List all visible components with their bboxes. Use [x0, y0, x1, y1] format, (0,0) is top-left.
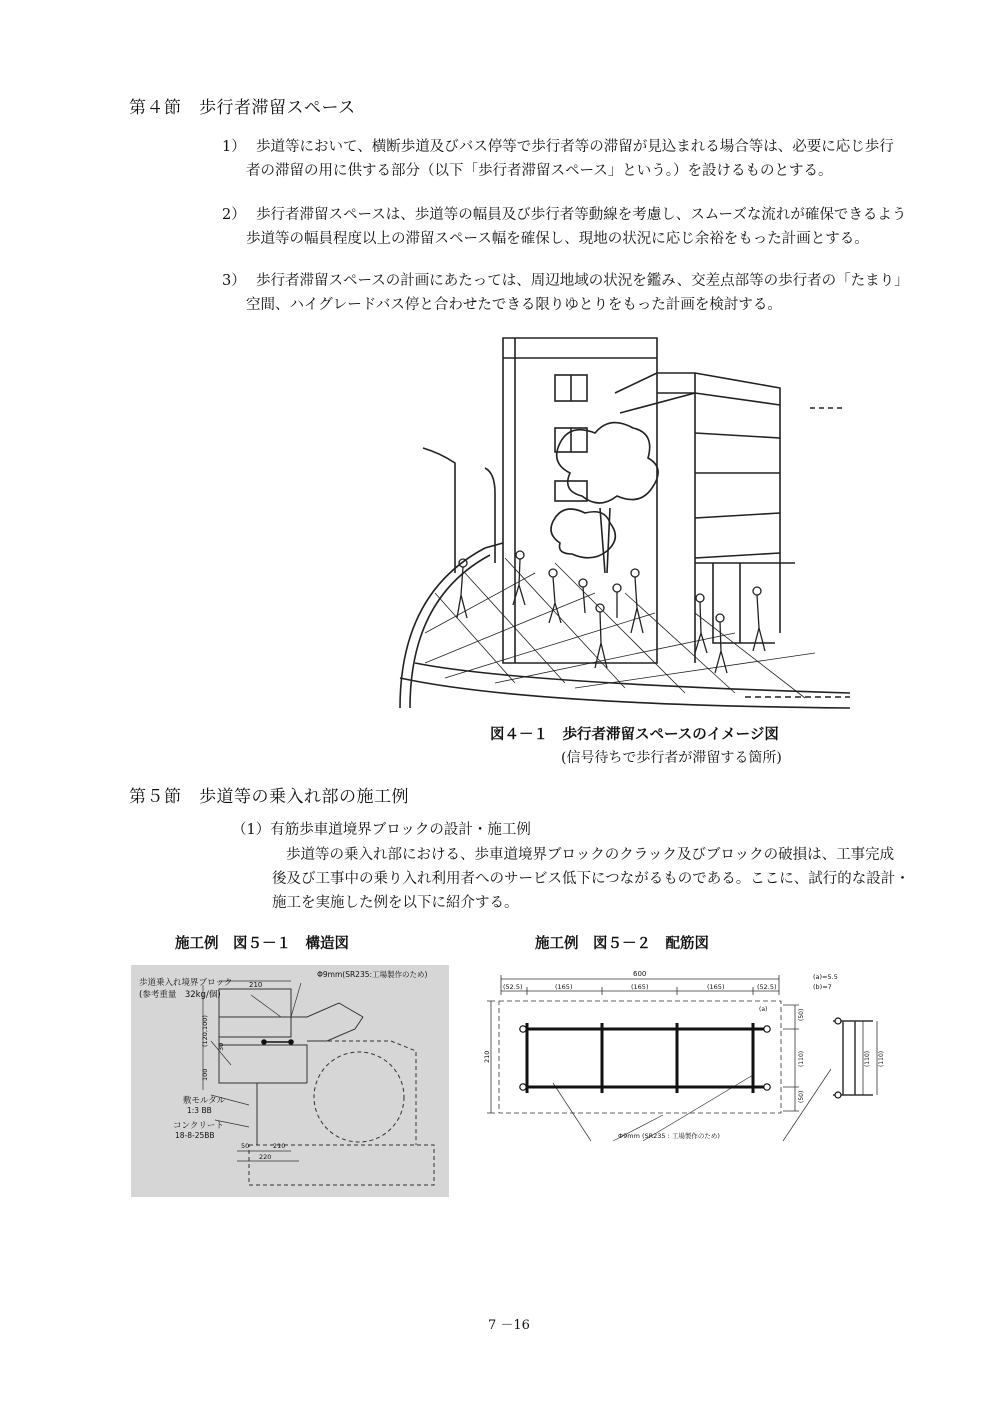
item-number: 3）: [222, 273, 246, 289]
body-line: 歩道等の乗入れ部における、歩車道境界ブロックのクラック及びブロックの破損は、工事完成: [286, 847, 895, 863]
structure-drawing: [131, 965, 449, 1197]
label-rebar: Φ9mm(SR235:工場製作のため): [317, 970, 428, 979]
note-a: (a)=5.5: [813, 973, 838, 981]
item-2: [222, 203, 922, 251]
dim-165-b: (165): [631, 983, 649, 991]
section-5-subheading: （1）有筋歩車道境界ブロックの設計・施工例: [232, 822, 531, 838]
dim-120: (120,100): [201, 1015, 209, 1047]
section-4-title: 第４節 歩行者滞留スペース: [129, 98, 356, 118]
dim-165-a: (165): [555, 983, 573, 991]
item-line: 歩道等において、横断歩道及びバス停等で歩行者等の滞留が見込まれる場合等は、必要に応じ歩行: [256, 139, 894, 155]
figure-4-1-caption: 図４－１ 歩行者滞留スペースのイメージ図: [490, 726, 779, 743]
label-block: 歩道乗入れ境界ブロック: [139, 978, 233, 988]
label-concrete: コンクリート: [173, 1121, 224, 1131]
body-line: 後及び工事中の乗り入れ利用者へのサービス低下につながるものである。ここに、試行的な設計・: [272, 871, 910, 887]
item-number: 1）: [222, 139, 246, 155]
label-mortar-mix: 1:3 BB: [187, 1106, 212, 1115]
label-weight: (参考重量 32kg/個): [139, 990, 221, 1000]
dim-50: 50: [241, 1142, 250, 1150]
item-1: [222, 135, 922, 183]
label-rebar-note: Φ9mm (SR235 : 工場製作のため): [618, 1132, 720, 1140]
dim-210-top: 210: [249, 981, 263, 989]
dim-52-5-left: (52.5): [503, 983, 523, 991]
dim-50-top: (50): [798, 1008, 805, 1021]
item-line: 空間、ハイグレードバス停と合わせたできる限りゆとりをもった計画を検討する。: [246, 297, 782, 313]
rebar-drawing: [483, 965, 903, 1150]
section-5-body: [272, 843, 932, 915]
item-line: 者の滞留の用に供する部分（以下「歩行者滞留スペース」という。）を設けるものとする。: [246, 163, 833, 179]
label-concrete-mix: 18-8-25BB: [175, 1131, 215, 1140]
dim-600: 600: [633, 970, 647, 978]
figure-4-1-subcaption: (信号待ちで歩行者が滞留する箇所): [561, 750, 782, 766]
dim-110: (110): [798, 1050, 805, 1067]
item-line: 歩行者滞留スペースの計画にあたっては、周辺地域の状況を鑑み、交差点部等の歩行者の「たまり」: [256, 273, 909, 289]
dim-110-side-a: (110): [864, 1050, 871, 1067]
dim-220: 220: [259, 1153, 272, 1161]
body-line: 施工を実施した例を以下に紹介する。: [272, 895, 519, 911]
dim-100: 100: [201, 1068, 209, 1081]
item-number: 2）: [222, 207, 246, 223]
page-number: 7 －16: [488, 1318, 530, 1333]
note-b: (b)=7: [813, 983, 832, 991]
section-5-title: 第５節 歩道等の乗入れ部の施工例: [129, 787, 409, 807]
dim-110-side-b: (110): [878, 1050, 885, 1067]
figure-5-2-title: 施工例 図５－２ 配筋図: [535, 935, 709, 952]
item-line: 歩道等の幅員程度以上の滞留スペース幅を確保し、現地の状況に応じ余裕をもった計画とする。: [246, 231, 869, 247]
dim-52-5-right: (52.5): [757, 983, 777, 991]
dim-30: 30: [217, 1042, 225, 1051]
mark-a: (a): [759, 1006, 768, 1013]
dim-165-c: (165): [707, 983, 725, 991]
figure-5-1-title: 施工例 図５－１ 構造図: [175, 935, 349, 952]
item-line: 歩行者滞留スペースは、歩道等の幅員及び歩行者等動線を考慮し、スムーズな流れが確保できるよう: [256, 207, 907, 223]
dim-210: 210: [483, 1050, 491, 1063]
label-mortar: 敷モルタル: [183, 1096, 226, 1106]
dim-50-bottom: (50): [798, 1090, 805, 1103]
pedestrian-space-illustration: [395, 333, 850, 713]
item-3: [222, 269, 922, 317]
dim-210-bottom: 210: [273, 1142, 286, 1150]
